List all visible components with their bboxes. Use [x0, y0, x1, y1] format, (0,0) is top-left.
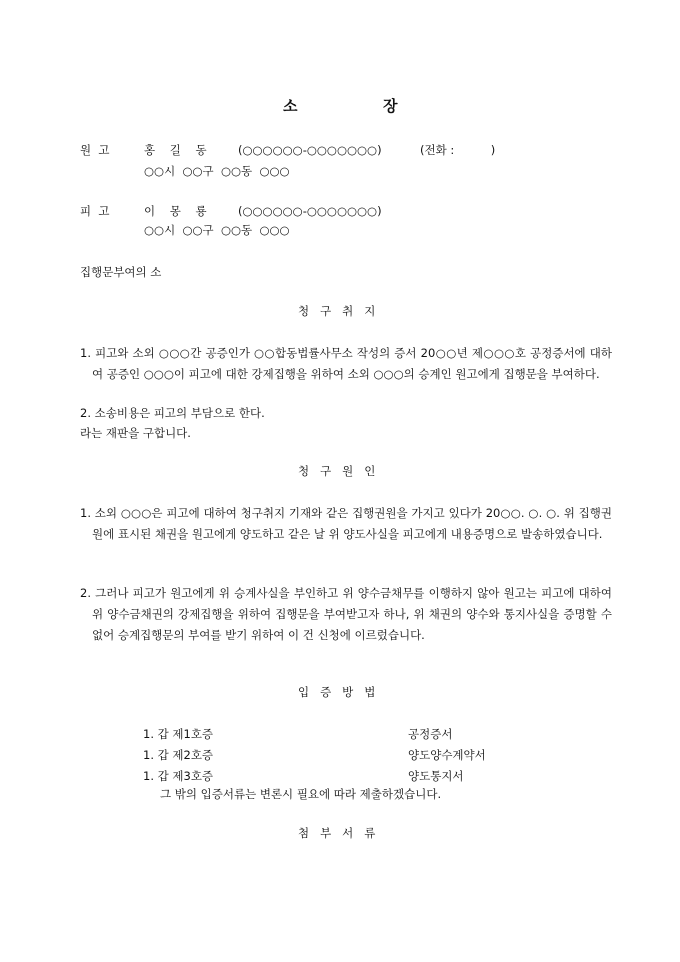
claim-purpose-closing: 라는 재판을 구합니다.	[80, 426, 191, 440]
title-right-char: 장	[383, 97, 398, 115]
evidence-label: 1. 갑 제1호증	[143, 727, 214, 741]
title-left-char: 소	[283, 97, 298, 115]
defendant-id: (○○○○○○-○○○○○○○)	[238, 204, 382, 218]
evidence-label: 1. 갑 제2호증	[143, 748, 214, 762]
claim-cause-item-1: 1. 소외 ○○○은 피고에 대하여 청구취지 기재와 같은 집행권원을 가지고 있다가 20○○. ○. ○. 위 집행권원에 표시된 채권을 원고에게 양도하고 같은 날 위 양도사실을 피고에게 내용증명으로 발송하였습니다.	[80, 506, 612, 541]
evidence-row	[143, 747, 563, 763]
evidence-note: 그 밖의 입증서류는 변론시 필요에 따라 제출하겠습니다.	[160, 787, 442, 801]
plaintiff-name: 홍 길 동	[144, 143, 207, 157]
defendant-name: 이 몽 룡	[144, 204, 207, 218]
claim-cause-heading: 청 구 원 인	[298, 464, 376, 478]
evidence-doc: 양도통지서	[408, 769, 464, 783]
evidence-row	[143, 726, 563, 742]
attachments-heading: 첨 부 서 류	[298, 826, 376, 840]
case-name: 집행문부여의 소	[80, 265, 162, 279]
defendant-role: 피 고	[80, 204, 110, 218]
evidence-heading: 입 증 방 법	[298, 685, 376, 699]
defendant-address: ○○시 ○○구 ○○동 ○○○	[144, 223, 290, 237]
claim-purpose-item-2: 2. 소송비용은 피고의 부담으로 한다.	[80, 406, 265, 420]
claim-cause-item-2: 2. 그러나 피고가 원고에게 위 승계사실을 부인하고 위 양수금채무를 이행하지 않아 원고는 피고에 대하여 위 양수금채권의 강제집행을 위하여 집행문을 부여받고자 하나, 위 채권의 양수와 통지사실을 증명할 수 없어 승계집행문의 부여를 받기 위하여 이 건 신청에 이르렀습니다.	[80, 586, 612, 642]
plaintiff-phone: (전화 : )	[420, 143, 496, 157]
evidence-doc: 공정증서	[408, 727, 453, 741]
plaintiff-address: ○○시 ○○구 ○○동 ○○○	[144, 164, 290, 178]
evidence-doc: 양도양수계약서	[408, 748, 486, 762]
plaintiff-id: (○○○○○○-○○○○○○○)	[238, 143, 382, 157]
evidence-label: 1. 갑 제3호증	[143, 769, 214, 783]
evidence-row	[143, 768, 563, 784]
plaintiff-role: 원 고	[80, 143, 110, 157]
claim-purpose-heading: 청 구 취 지	[298, 304, 376, 318]
claim-purpose-item-1: 1. 피고와 소외 ○○○간 공증인가 ○○합동법률사무소 작성의 증서 20○○년 제○○○호 공정증서에 대하여 공증인 ○○○이 피고에 대한 강제집행을 위하여 소외 ○○○의 승계인 원고에게 집행문을 부여하다.	[80, 346, 612, 381]
